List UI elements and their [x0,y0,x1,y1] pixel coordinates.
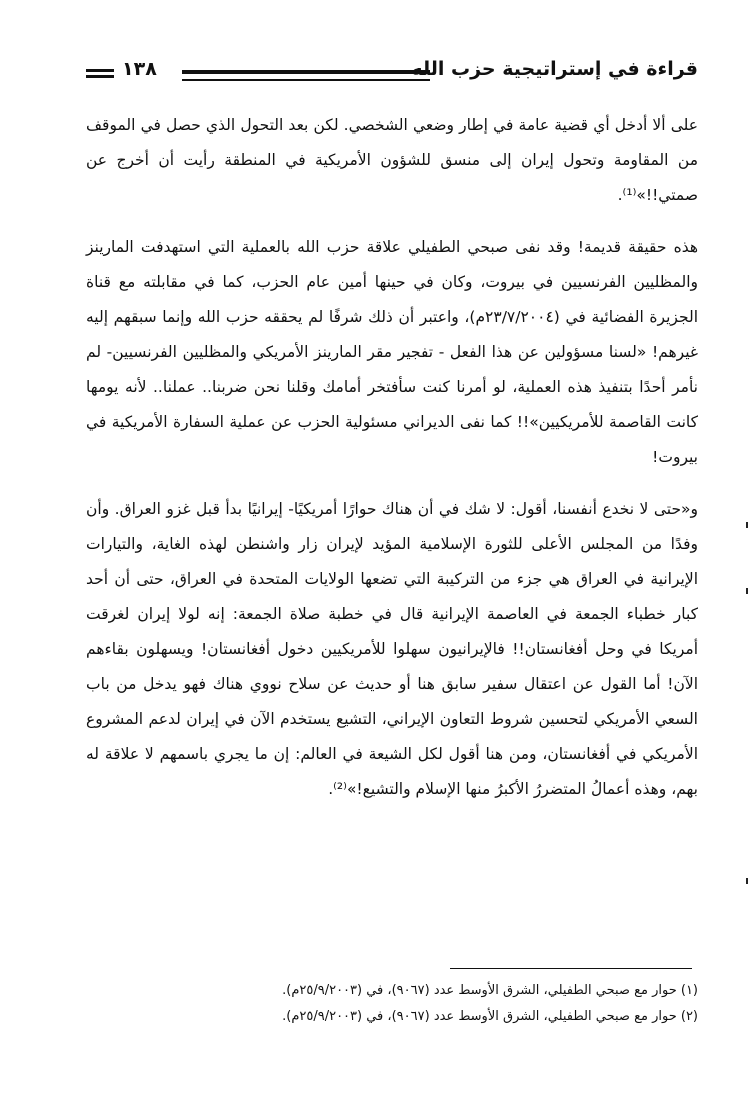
page-number: ١٣٨ [122,58,157,80]
scan-edge-mark [746,588,748,594]
paragraph: و«حتى لا نخدع أنفسنا، أقول: لا شك في أن هناك حوارًا أمريكيًا- إيرانيًا بدأ قبل غزو العراق. وأن وفدًا من المجلس الأعلى للثورة الإسلامية المؤيد لإيران زار واشنطن لهذه الغاية، والتيارات الإيرانية في العراق هي جزء من التركيبة التي تضعها الولايات المتحدة في العراق، حتى أن أحد كبار خطباء الجمعة في العاصمة الإيرانية قال في خطبة صلاة الجمعة: إنه لولا إيران لغرقت أمريكا في وحل أفغانستان!! فالإيرانيون سهلوا للأمريكيين دخول أفغانستان! ويسهلون بقاءهم الآن! أما القول عن اعتقال سفير سابق هنا أو حديث عن سلاح نووي هناك فهو يدخل من باب السعي الأمريكي لتحسين شروط التعاون الإيراني، التشيع يستخدم الآن في إيران لدعم المشروع الأمريكي في أفغانستان، ومن هنا أقول لكل الشيعة في العالم: إن ما يجري باسمهم لا علاقة له بهم، وهذه أعمالُ المتضررُ الأكبرُ منها الإسلام والتشيع!»⁽²⁾. [86,500,698,798]
footnote-2: (٢) حوار مع صبحي الطفيلي، الشرق الأوسط عدد (٩٠٦٧)، في (٢٥/٩/٢٠٠٣م). [282,1009,698,1024]
book-title: قراءة في إستراتيجية حزب الله [411,58,698,80]
footnote-1: (١) حوار مع صبحي الطفيلي، الشرق الأوسط عدد (٩٠٦٧)، في (٢٥/٩/٢٠٠٣م). [282,983,698,998]
header-rule [182,70,430,81]
footnote-divider [450,968,692,969]
paragraph: هذه حقيقة قديمة! وقد نفى صبحي الطفيلي علاقة حزب الله بالعملية التي استهدفت المارينز والمظليين الفرنسيين في بيروت، وكان في حينها أمين عام الحزب، كما في مقابلته مع قناة الجزيرة الفضائية في (٢٣/٧/٢٠٠٤م)، واعتبر أن ذلك شرفًا لم يحققه حزب الله وإنما سبقهم إليه غيرهم! «لسنا مسؤولين عن هذا الفعل - تفجير مقر المارينز الأمريكي والمظليين الفرنسيين- لم نأمر أحدًا بتنفيذ هذه العملية، لو أمرنا كنت سأفتخر أمامك وقلنا نحن ضربنا.. عملنا.. لأنه يومها كانت القاصمة للأمريكيين»!! كما نفى الديراني مسئولية الحزب عن عملية السفارة الأمريكية في بيروت! [86,238,698,466]
page-number-dash [86,69,114,78]
running-header [86,58,698,98]
paragraph: على ألا أدخل أي قضية عامة في إطار وضعي الشخصي. لكن بعد التحول الذي حصل في الموقف من المقاومة وتحول إيران إلى منسق للشؤون الأمريكية في المنطقة رأيت أن أخرج عن صمتي!!»⁽¹⁾. [86,116,698,204]
scan-edge-mark [746,522,748,528]
scan-edge-mark [746,878,748,884]
main-text [86,108,698,807]
footnotes [86,978,698,1030]
